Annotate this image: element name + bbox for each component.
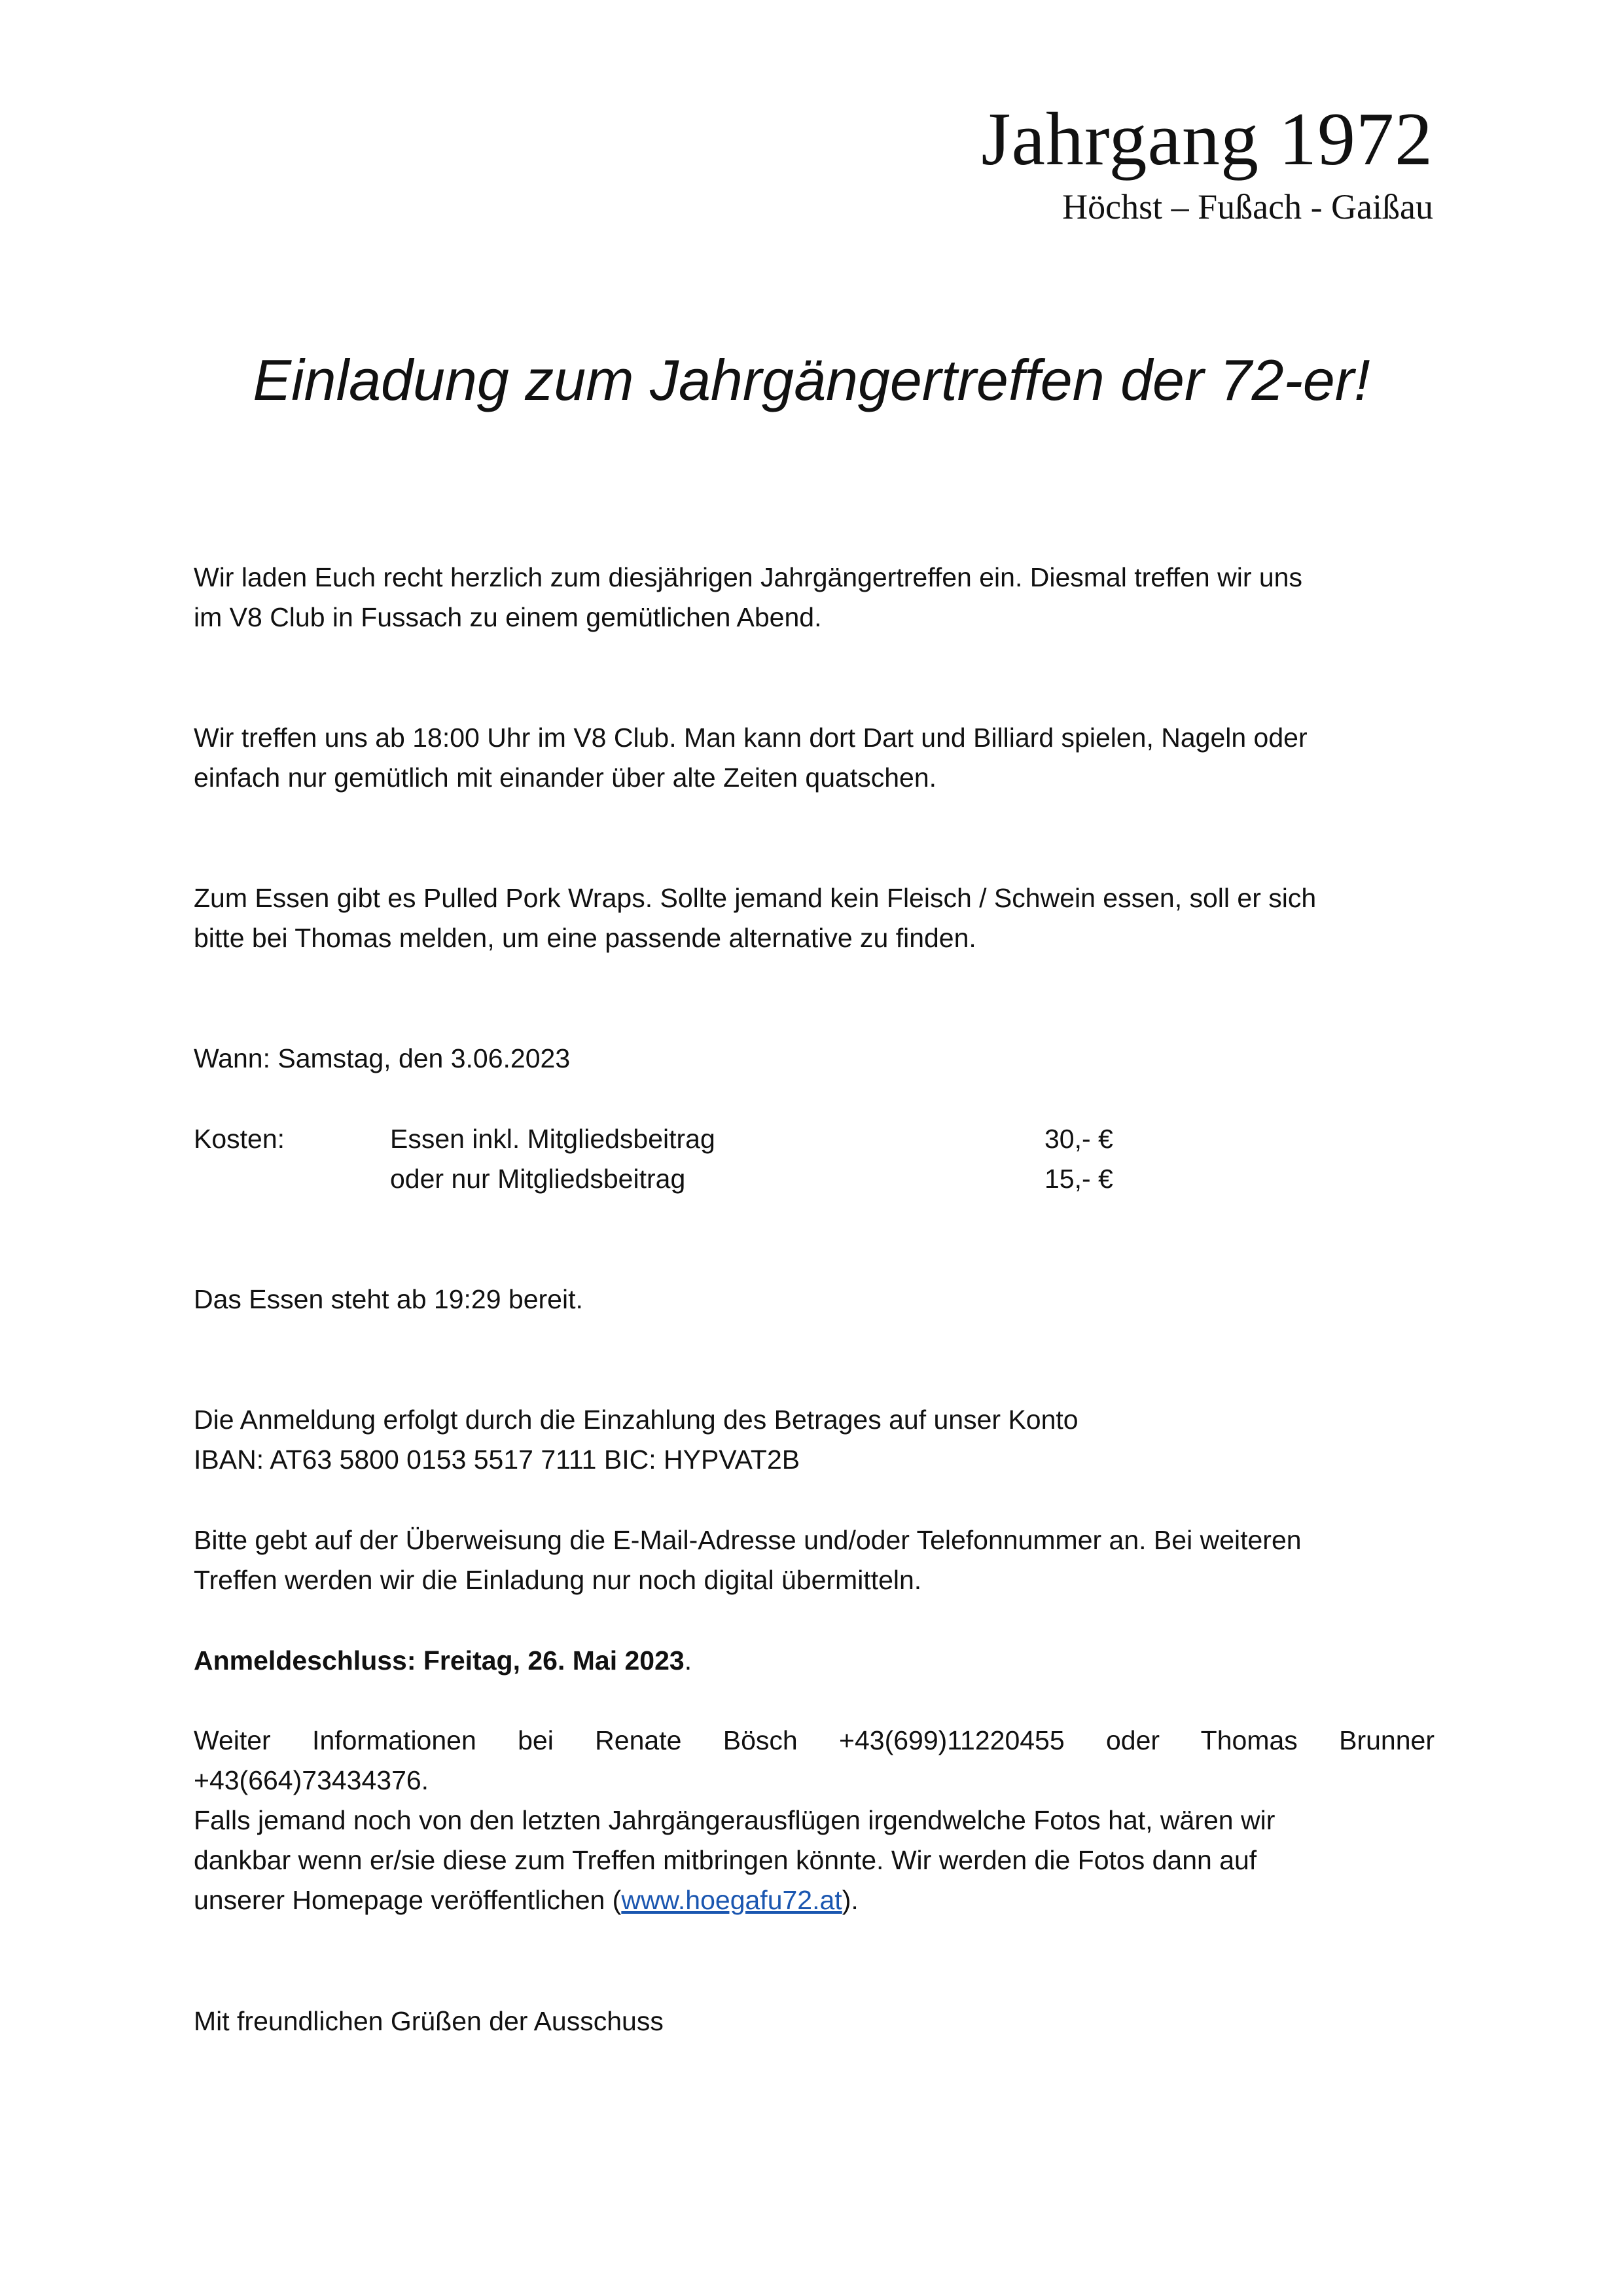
- text-line: Bitte gebt auf der Überweisung die E-Mail-Adresse und/oder Telefonnummer an. Bei weiteren: [194, 1525, 1302, 1555]
- text-line: Wann: Samstag, den 3.06.2023: [194, 1043, 571, 1073]
- deadline-line: [194, 1641, 1435, 1681]
- text-line: Das Essen steht ab 19:29 bereit.: [194, 1284, 583, 1314]
- text-line: +43(664)73434376.: [194, 1765, 429, 1795]
- closing-line: [194, 2001, 1435, 2041]
- letterhead: [981, 98, 1433, 228]
- paragraph-meeting: [194, 718, 1435, 798]
- text-line: dankbar wenn er/sie diese zum Treffen mitbringen könnte. Wir werden die Fotos dann auf: [194, 1845, 1257, 1875]
- paragraph-transfer-note: [194, 1520, 1435, 1600]
- cost-item: Essen inkl. Mitgliedsbeitrag: [390, 1124, 715, 1154]
- document-title: Einladung zum Jahrgängertreffen der 72-er!: [253, 348, 1370, 412]
- text-line: Die Anmeldung erfolgt durch die Einzahlung des Betrages auf unser Konto: [194, 1405, 1079, 1435]
- text-line: Falls jemand noch von den letzten Jahrgängerausflügen irgendwelche Fotos hat, wären wir: [194, 1805, 1275, 1835]
- cost-amount: 30,- €: [1044, 1124, 1113, 1154]
- text-line: bitte bei Thomas melden, um eine passende alternative zu finden.: [194, 923, 976, 953]
- text-line: im V8 Club in Fussach zu einem gemütlichen Abend.: [194, 602, 822, 632]
- when-line: [194, 1039, 1435, 1079]
- deadline-text: Anmeldeschluss: Freitag, 26. Mai 2023: [194, 1645, 685, 1676]
- cost-item: oder nur Mitgliedsbeitrag: [390, 1164, 686, 1194]
- paragraph-registration: [194, 1400, 1435, 1480]
- costs-label: Kosten:: [194, 1124, 285, 1154]
- text-line: Mit freundlichen Grüßen der Ausschuss: [194, 2006, 664, 2036]
- letterhead-subtitle: Höchst – Fußach - Gaißau: [1062, 187, 1433, 226]
- text-line: einfach nur gemütlich mit einander über alte Zeiten quatschen.: [194, 762, 937, 793]
- text-line: Wir treffen uns ab 18:00 Uhr im V8 Club. Man kann dort Dart und Billiard spielen, Nageln oder: [194, 723, 1308, 753]
- cost-amount: 15,- €: [1044, 1164, 1113, 1194]
- text-line: Zum Essen gibt es Pulled Pork Wraps. Sollte jemand kein Fleisch / Schwein essen, soll er sich: [194, 883, 1317, 913]
- info-last-prefix: unserer Homepage veröffentlichen (: [194, 1885, 622, 1915]
- text-line: Weiter Informationen bei Renate Bösch +43(699)11220455 oder Thomas Brunner: [194, 1725, 1435, 1755]
- paragraph-info: [194, 1721, 1435, 1920]
- info-last-suffix: ).: [842, 1885, 859, 1915]
- food-ready-line: [194, 1280, 1435, 1319]
- paragraph-invitation: [194, 558, 1435, 637]
- text-line: IBAN: AT63 5800 0153 5517 7111 BIC: HYPVAT2B: [194, 1444, 800, 1475]
- deadline-suffix: .: [684, 1645, 692, 1676]
- homepage-link[interactable]: www.hoegafu72.at: [621, 1885, 842, 1915]
- paragraph-food: [194, 878, 1435, 958]
- text-line: Wir laden Euch recht herzlich zum diesjährigen Jahrgängertreffen ein. Diesmal treffen wir uns: [194, 562, 1302, 592]
- letterhead-title: Jahrgang 1972: [981, 98, 1433, 181]
- text-line: [194, 1880, 1435, 1920]
- text-line: Treffen werden wir die Einladung nur noch digital übermitteln.: [194, 1565, 922, 1595]
